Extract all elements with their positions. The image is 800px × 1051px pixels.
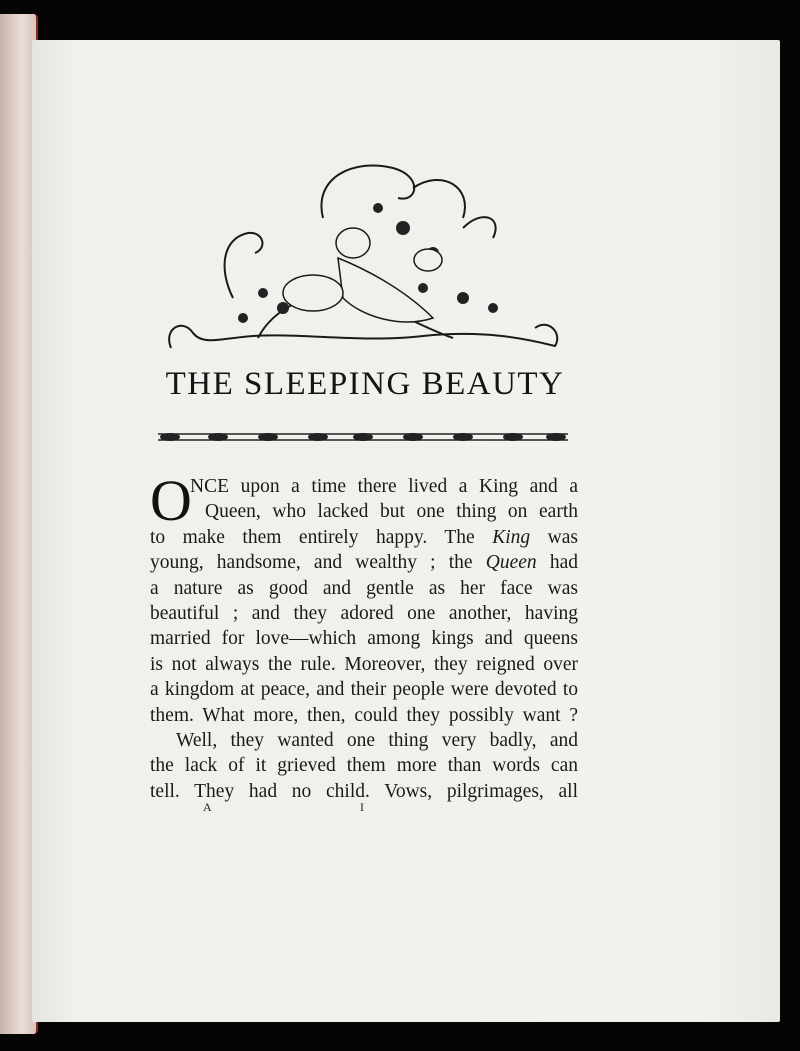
text-line <box>150 703 578 728</box>
drop-cap: O <box>150 468 192 533</box>
text-segment: had <box>536 552 578 574</box>
text-segment: was <box>530 526 579 548</box>
text-segment: young, handsome, and wealthy ; the <box>150 552 486 574</box>
text-line <box>150 626 578 651</box>
decorative-rule <box>158 430 568 444</box>
text-segment: the lack of it grieved them more than words can <box>150 755 578 777</box>
text-line <box>150 576 578 601</box>
text-segment: tell. They had no child. Vows, pilgrimages, all <box>150 780 578 802</box>
signature-mark: A <box>203 800 212 814</box>
cherub-vignette-illustration <box>163 158 563 358</box>
text-segment: a kingdom at peace, and their people were devoted to <box>150 679 578 701</box>
italic-word: Queen <box>485 552 537 574</box>
text-segment: a nature as good and gentle as her face was <box>150 577 578 599</box>
text-line <box>150 601 578 626</box>
page-number: I <box>360 800 364 814</box>
text-line <box>150 779 578 804</box>
text-line <box>150 499 578 524</box>
story-body <box>150 468 579 804</box>
text-segment: Queen, who lacked but one thing on earth <box>205 501 578 523</box>
text-segment: to make them entirely happy. The <box>150 526 493 548</box>
text-line <box>150 677 578 702</box>
text-line <box>150 652 578 677</box>
text-line <box>150 525 578 550</box>
italic-word: King <box>492 526 531 548</box>
text-segment: is not always the rule. Moreover, they reigned over <box>150 653 578 675</box>
text-segment: married for love—which among kings and queens <box>150 628 578 650</box>
text-segment: beautiful ; and they adored one another, having <box>150 602 578 624</box>
text-segment: them. What more, then, could they possibly want ? <box>150 704 578 726</box>
text-line <box>150 474 578 499</box>
text-line <box>150 550 578 575</box>
text-line <box>150 728 578 753</box>
text-segment: NCE upon a time there lived a King and a <box>190 476 578 497</box>
text-line <box>150 753 578 778</box>
text-segment: Well, they wanted one thing very badly, and <box>176 729 578 751</box>
story-title: THE SLEEPING BEAUTY <box>165 366 565 402</box>
